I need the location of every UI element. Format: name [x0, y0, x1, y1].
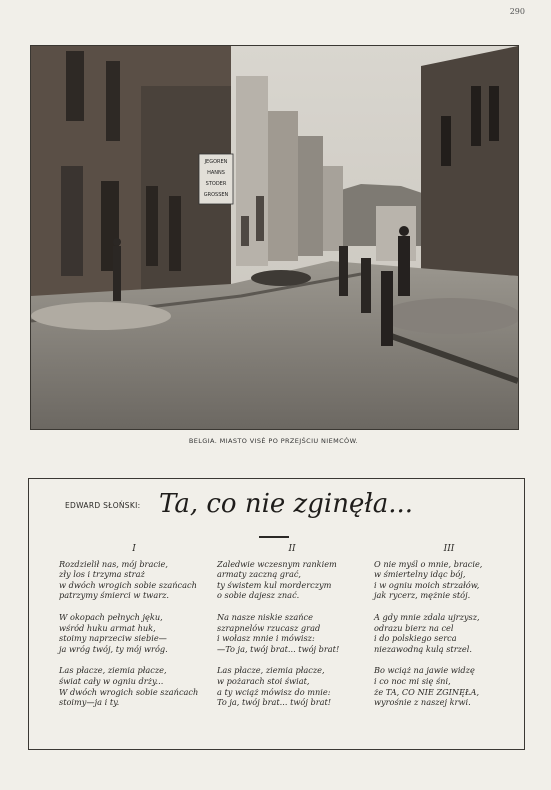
poem-column-1: [59, 544, 209, 719]
column-numeral: III: [443, 544, 455, 554]
verse-line: i co noc mi się śni,: [374, 675, 451, 686]
verse-line: ty świstem kul morderczym: [217, 579, 332, 590]
verse-line: Zaledwie wczesnym rankiem: [217, 558, 337, 569]
verse-line: —To ja, twój brat... twój brat!: [217, 643, 340, 654]
verse-line: stoimy—ja i ty.: [59, 697, 120, 708]
verse-line: A gdy mnie zdala ujrzysz,: [374, 611, 480, 622]
column-numeral: I: [132, 544, 136, 554]
verse-line: W okopach pełnych jęku,: [59, 611, 163, 622]
verse-line: w pożarach stoi świat,: [217, 675, 310, 686]
sign-line-4: GROSSEN: [203, 192, 229, 198]
poem-column-2: [217, 544, 367, 719]
sign-line-2: HANNS: [207, 170, 225, 176]
photo-caption: BELGIA. MIASTO VISÉ PO PRZEJŚCIU NIEMCÓW.: [188, 437, 359, 445]
verse-line: w dwóch wrogich sobie szańcach: [59, 579, 197, 590]
stanza: [217, 665, 367, 707]
stanza: [217, 612, 367, 654]
stanza: [59, 559, 209, 601]
street-photograph: [30, 45, 519, 430]
poem-author: EDWARD SŁOŃSKI:: [65, 501, 141, 510]
verse-line: stoimy naprzeciw siebie—: [59, 633, 167, 644]
verse-line: wśród huku armat huk,: [59, 622, 156, 633]
verse-line: armaty zaczną grać,: [217, 569, 302, 580]
verse-line: Las płacze, ziemia płacze,: [217, 665, 325, 676]
verse-line: i do polskiego serca: [374, 633, 457, 644]
verse-line: jak rycerz, mężnie stój.: [374, 590, 471, 601]
verse-line: patrzymy śmierci w twarz.: [59, 590, 170, 601]
stanza: [374, 612, 524, 654]
stanza: [59, 665, 209, 707]
verse-line: Rozdzielił nas, mój bracie,: [59, 558, 169, 569]
page-number: 290: [509, 7, 525, 16]
verse-line: To ja, twój brat... twój brat!: [217, 697, 332, 708]
title-divider: [259, 536, 289, 538]
verse-line: Bo wciąż na jawie widzę: [374, 665, 475, 676]
verse-line: niezawodną kulą strzel.: [374, 643, 472, 654]
poem-column-3: [374, 544, 524, 719]
sign-line-3: STODER: [205, 181, 227, 187]
verse-line: Las płacze, ziemia płacze,: [59, 665, 167, 676]
verse-line: i wołasz mnie i mówisz:: [217, 633, 315, 644]
verse-line: o sobie dajesz znać.: [217, 590, 300, 601]
verse-line: w śmiertelny idąc bój,: [374, 569, 466, 580]
verse-line: zły los i trzyma straż: [59, 569, 145, 580]
verse-line: O nie myśl o mnie, bracie,: [374, 558, 483, 569]
verse-line: świat cały w ogniu drży...: [59, 675, 164, 686]
verse-line: Na nasze niskie szańce: [217, 611, 313, 622]
poem-box: [28, 478, 525, 750]
verse-line: szrapnelów rzucasz grad: [217, 622, 321, 633]
sign-line-1: JEGOREN: [204, 159, 228, 165]
verse-line: że TA, CO NIE ZGINĘŁA,: [374, 686, 480, 697]
verse-line: wyrośnie z naszej krwi.: [374, 697, 471, 708]
stanza: [374, 665, 524, 707]
verse-line: W dwóch wrogich sobie szańcach: [59, 686, 199, 697]
verse-line: ja wróg twój, ty mój wróg.: [59, 643, 168, 654]
verse-line: odrazu bierz na cel: [374, 622, 454, 633]
stanza: [59, 612, 209, 654]
poem-title: Ta, co nie zginęła...: [159, 489, 414, 519]
column-numeral: II: [288, 544, 296, 554]
stanza: [217, 559, 367, 601]
verse-line: a ty wciąż mówisz do mnie:: [217, 686, 331, 697]
stanza: [374, 559, 524, 601]
verse-line: i w ogniu moich strzałów,: [374, 579, 480, 590]
